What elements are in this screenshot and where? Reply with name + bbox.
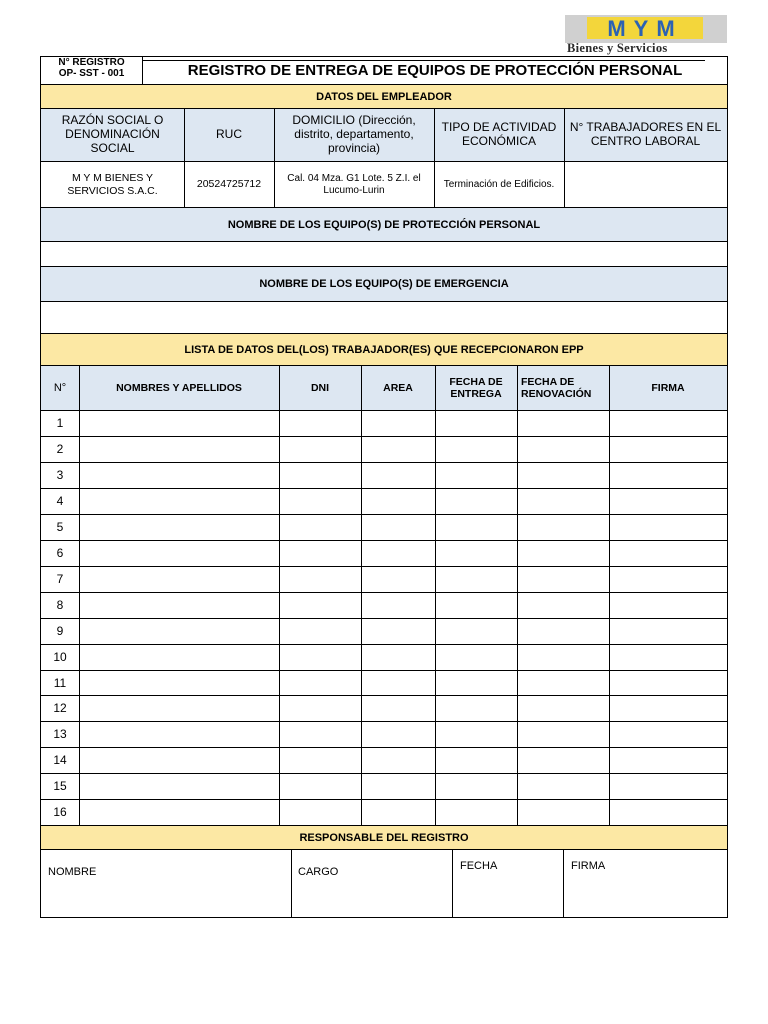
col-header-dni: DNI (310, 381, 330, 394)
employer-domicilio-value: Cal. 04 Mza. G1 Lote. 5 Z.I. el Lucumo-Lurin (287, 173, 421, 196)
table-row[interactable] (41, 670, 727, 696)
table-row[interactable] (41, 540, 727, 566)
row-number: 3 (56, 467, 64, 482)
row-number: 12 (53, 700, 67, 715)
workers-section-title: LISTA DE DATOS DEL(LOS) TRABAJADOR(ES) QUE RECEPCIONARON EPP (41, 333, 727, 365)
row-number: 15 (53, 778, 67, 793)
page-title: REGISTRO DE ENTREGA DE EQUIPOS DE PROTECCIÓN PERSONAL (187, 62, 683, 80)
row-number: 5 (56, 519, 64, 534)
row-number: 11 (53, 675, 67, 690)
employer-section-title: DATOS DEL EMPLEADOR (41, 84, 727, 109)
responsable-fecha-label: FECHA (460, 860, 498, 872)
table-row[interactable] (41, 462, 727, 488)
emergency-section-title: NOMBRE DE LOS EQUIPO(S) DE EMERGENCIA (41, 266, 727, 301)
registro-code: OP- SST - 001 (58, 68, 125, 80)
col-header-numero: N° (53, 381, 67, 394)
table-row[interactable] (41, 773, 727, 799)
table-row[interactable] (41, 410, 727, 436)
employer-razon-value: M Y M BIENES Y SERVICIOS S.A.C. (67, 172, 158, 197)
employer-col-trabajadores: N° TRABAJADORES EN EL CENTRO LABORAL (569, 120, 722, 148)
employer-actividad-value: Terminación de Edificios. (443, 178, 555, 190)
responsable-nombre-label: NOMBRE (48, 866, 97, 878)
row-number: 9 (56, 623, 64, 638)
employer-col-razon: RAZÓN SOCIAL O DENOMINACIÓN SOCIAL (61, 113, 164, 155)
emergency-names-field[interactable] (41, 301, 727, 333)
row-number: 2 (56, 441, 64, 456)
row-number: 8 (56, 597, 64, 612)
table-row[interactable] (41, 695, 727, 721)
table-row[interactable] (41, 592, 727, 618)
logo-subtitle: Bienes y Servicios (567, 41, 668, 55)
col-header-fecha-renovacion: FECHA DE RENOVACIÓN (521, 375, 592, 400)
employer-col-domicilio: DOMICILIO (Dirección, distrito, departamento, provincia) (292, 113, 416, 155)
row-number: 16 (53, 804, 67, 819)
table-row[interactable] (41, 799, 727, 825)
epp-section-title: NOMBRE DE LOS EQUIPO(S) DE PROTECCIÓN PERSONAL (41, 207, 727, 241)
row-number: 13 (53, 726, 67, 741)
employer-trabajadores-value (564, 162, 727, 207)
responsable-firma-label: FIRMA (571, 860, 606, 872)
row-number: 4 (56, 493, 64, 508)
table-row[interactable] (41, 618, 727, 644)
registro-label: N° REGISTRO (58, 57, 125, 69)
row-number: 14 (53, 752, 67, 767)
responsable-section-title: RESPONSABLE DEL REGISTRO (41, 825, 727, 850)
col-header-nombres: NOMBRES Y APELLIDOS (116, 381, 242, 394)
table-row[interactable] (41, 514, 727, 540)
col-header-firma: FIRMA (651, 381, 685, 394)
row-number: 10 (53, 649, 67, 664)
epp-names-field[interactable] (41, 241, 727, 267)
row-number: 1 (56, 415, 64, 430)
row-number: 7 (56, 571, 64, 586)
employer-ruc-value: 20524725712 (196, 178, 262, 191)
row-number: 6 (56, 545, 64, 560)
svg-text:MYM: MYM (607, 16, 683, 41)
company-logo (565, 15, 727, 55)
table-row[interactable] (41, 488, 727, 514)
table-row[interactable] (41, 721, 727, 747)
table-row[interactable] (41, 644, 727, 670)
table-row[interactable] (41, 436, 727, 462)
employer-col-ruc: RUC (216, 127, 242, 142)
col-header-fecha-entrega: FECHA DE ENTREGA (449, 375, 503, 400)
col-header-area: AREA (383, 381, 413, 394)
table-row[interactable] (41, 747, 727, 773)
table-row[interactable] (41, 566, 727, 592)
employer-col-actividad: TIPO DE ACTIVIDAD ECONÓMICA (441, 120, 557, 148)
responsable-cargo-label: CARGO (298, 866, 339, 878)
